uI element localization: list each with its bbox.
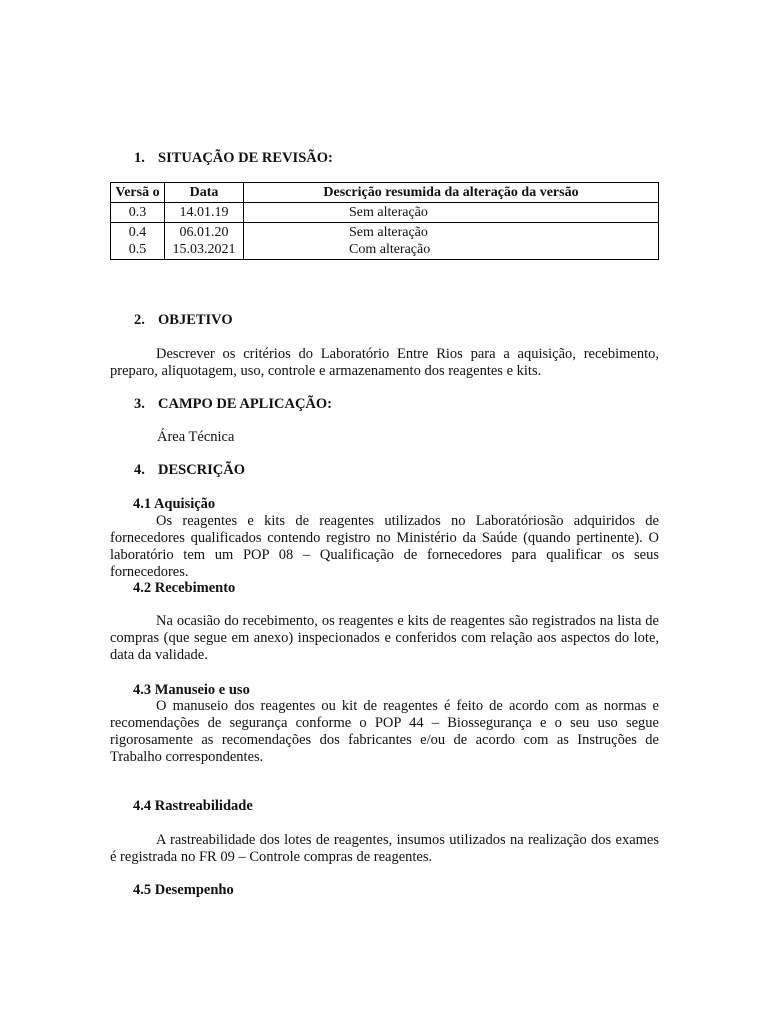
cell-date: 06.01.20 15.03.2021 <box>165 223 244 260</box>
section-title: DESCRIÇÃO <box>158 462 246 478</box>
section-number: 4. <box>134 462 145 478</box>
cell-version: 0.4 0.5 <box>111 223 165 260</box>
objetivo-paragraph: Descrever os critérios do Laboratório Entre Rios para a aquisição, recebimento, preparo, aliquotagem, uso, controle e armazenamento dos reagentes e kits. <box>110 346 659 379</box>
subsection-manuseio-title: 4.3 Manuseio e uso <box>133 682 250 698</box>
section-title: CAMPO DE APLICAÇÃO: <box>158 396 332 412</box>
section-4-heading <box>134 462 245 479</box>
rastreabilidade-paragraph: A rastreabilidade dos lotes de reagentes, insumos utilizados na realização dos exames é registrada no FR 09 – Controle compras de reagentes. <box>110 832 659 865</box>
header-description: Descrição resumida da alteração da versão <box>244 183 659 203</box>
cell-version: 0.3 <box>111 203 165 223</box>
table-row <box>111 223 659 260</box>
table-header-row <box>111 183 659 203</box>
subsection-desempenho-title: 4.5 Desempenho <box>133 882 234 898</box>
cell-description: Sem alteração <box>244 203 659 223</box>
recebimento-paragraph: Na ocasião do recebimento, os reagentes e kits de reagentes são registrados na lista de compras (que segue em anexo) inspecionados e conferidos com relação aos aspectos do lote, data da validade. <box>110 613 659 663</box>
cell-description: Sem alteração Com alteração <box>244 223 659 260</box>
section-1-heading <box>134 150 333 167</box>
table-row <box>111 203 659 223</box>
header-version: Versã o <box>111 183 165 203</box>
revision-table <box>110 182 659 260</box>
subsection-rastreabilidade-title: 4.4 Rastreabilidade <box>133 798 253 814</box>
section-3-heading <box>134 396 332 413</box>
section-number: 3. <box>134 396 145 412</box>
section-number: 2. <box>134 312 145 328</box>
section-number: 1. <box>134 150 145 166</box>
cell-date: 14.01.19 <box>165 203 244 223</box>
aquisicao-paragraph: Os reagentes e kits de reagentes utilizados no Laboratóriosão adquiridos de fornecedores qualificados contendo registro no Ministério da Saúde (quando pertinente). O laboratório tem um POP 08 – Qualificação de fornecedores para qualificar os seus fornecedores. <box>110 513 659 580</box>
section-title: SITUAÇÃO DE REVISÃO: <box>158 150 333 166</box>
subsection-aquisicao-title: 4.1 Aquisição <box>133 496 216 512</box>
section-title: OBJETIVO <box>158 312 233 328</box>
section-2-heading <box>134 312 233 329</box>
campo-text: Área Técnica <box>157 429 235 445</box>
header-date: Data <box>165 183 244 203</box>
manuseio-paragraph: O manuseio dos reagentes ou kit de reagentes é feito de acordo com as normas e recomendações de segurança conforme o POP 44 – Biossegurança e o seu uso segue rigorosamente as recomendações dos fabricantes e/ou de acordo com as Instruções de Trabalho correspondentes. <box>110 698 659 765</box>
subsection-recebimento-title: 4.2 Recebimento <box>133 580 236 596</box>
